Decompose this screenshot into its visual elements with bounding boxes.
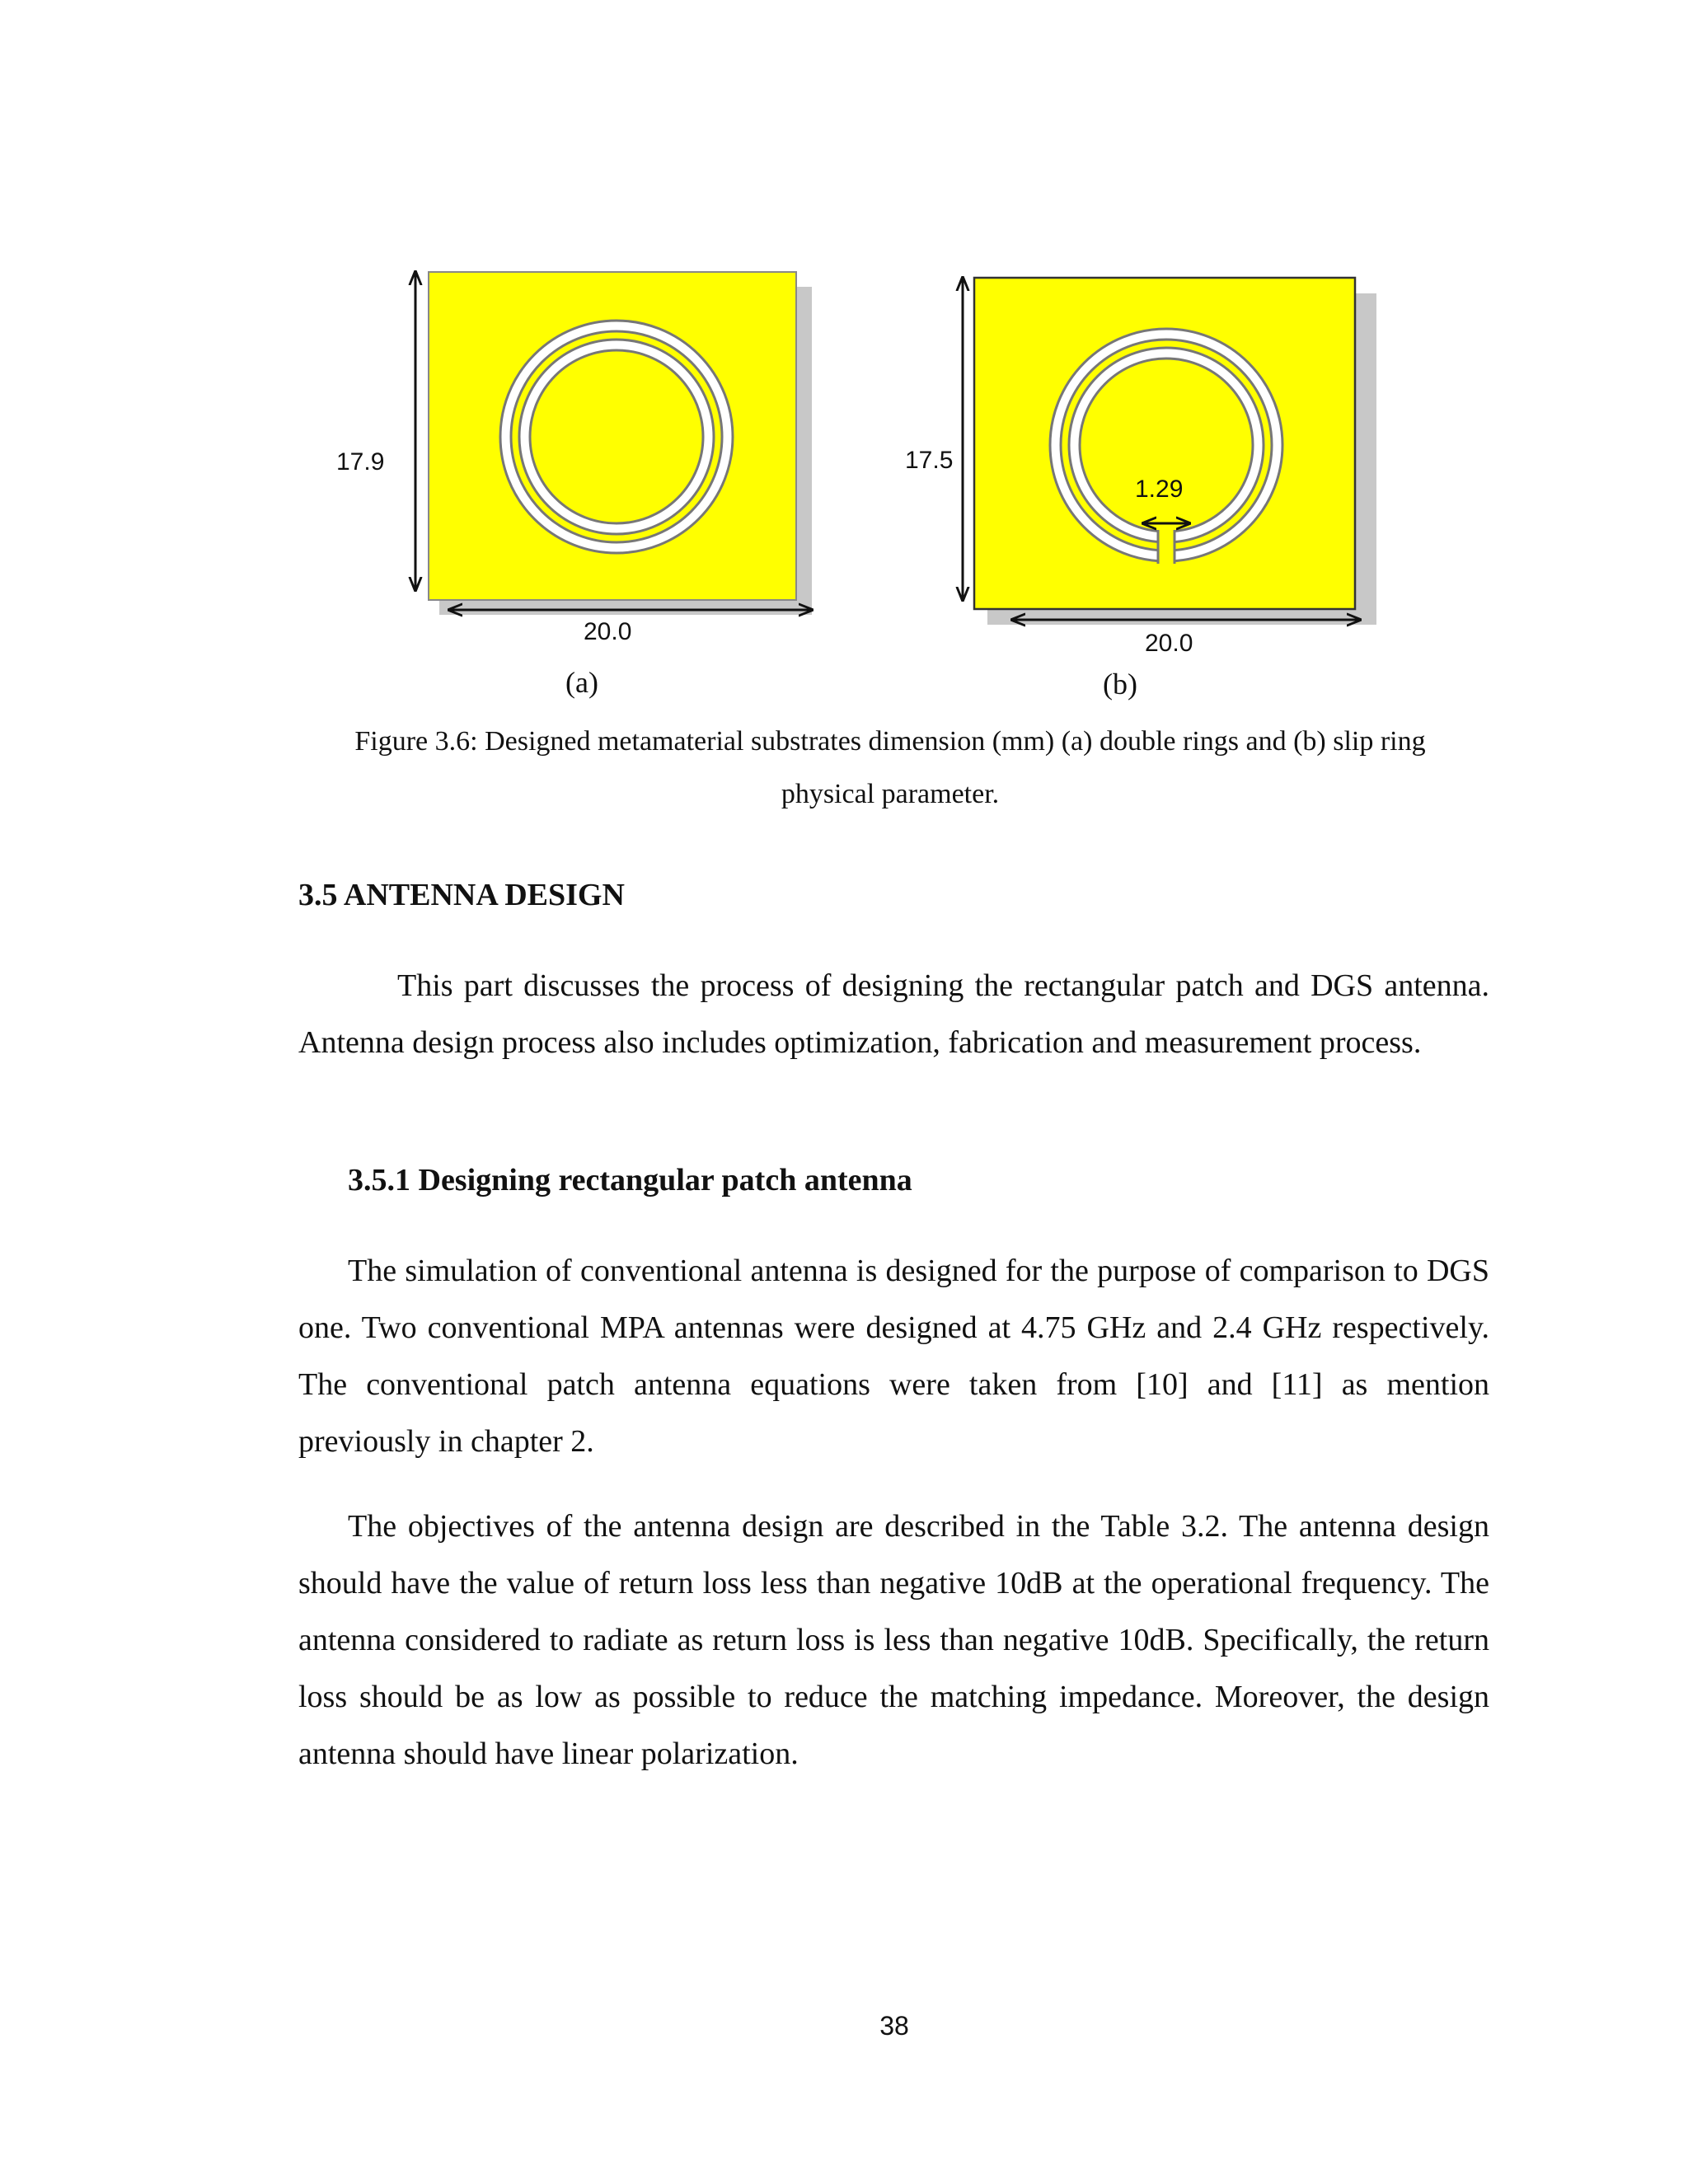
figure-diagram: [0, 0, 1688, 725]
figure-3-6: [0, 0, 1688, 725]
width-label-b: 20.0: [1145, 630, 1193, 657]
caption-line-1: Figure 3.6: Designed metamaterial substrates dimension (mm) (a) double rings and (b) slip ring: [354, 726, 1426, 757]
panel-a-diagram: [336, 272, 812, 699]
sub-label-b: (b): [1103, 668, 1137, 701]
ring-split-gap: [1158, 527, 1175, 567]
section-heading: 3.5 ANTENNA DESIGN: [298, 878, 625, 912]
page-number: 38: [879, 2011, 909, 2041]
width-label-a: 20.0: [584, 618, 632, 645]
gap-label-b: 1.29: [1135, 476, 1184, 503]
height-label-b: 17.5: [905, 447, 954, 474]
subsection-heading: 3.5.1 Designing rectangular patch antenna: [348, 1163, 912, 1197]
caption-line-2: physical parameter.: [781, 779, 1000, 809]
sub-label-a: (a): [565, 666, 598, 699]
body-paragraph-2: The objectives of the antenna design are described in the Table 3.2. The antenna design should have the value of return loss less than negative 10dB at the operational frequency. The antenna considered to radiate as return loss is less than negative 10dB. Specifically, the return loss should be as low as possible to reduce the matching impedance. Moreover, the design antenna should have linear polarization.: [298, 1509, 1489, 1771]
figure-caption: [297, 715, 1484, 821]
panel-b-diagram: [905, 278, 1376, 701]
height-label-a: 17.9: [336, 448, 385, 476]
intro-paragraph: This part discusses the process of designing the rectangular patch and DGS antenna. Antenna design process also includes optimization, fabrication and measurement process.: [298, 968, 1489, 1060]
body-paragraph-1: The simulation of conventional antenna is designed for the purpose of comparison to DGS one. Two conventional MPA antennas were designed at 4.75 GHz and 2.4 GHz respectively. The conventional patch antenna equations were taken from [10] and [11] as mention previously in chapter 2.: [298, 1254, 1489, 1459]
